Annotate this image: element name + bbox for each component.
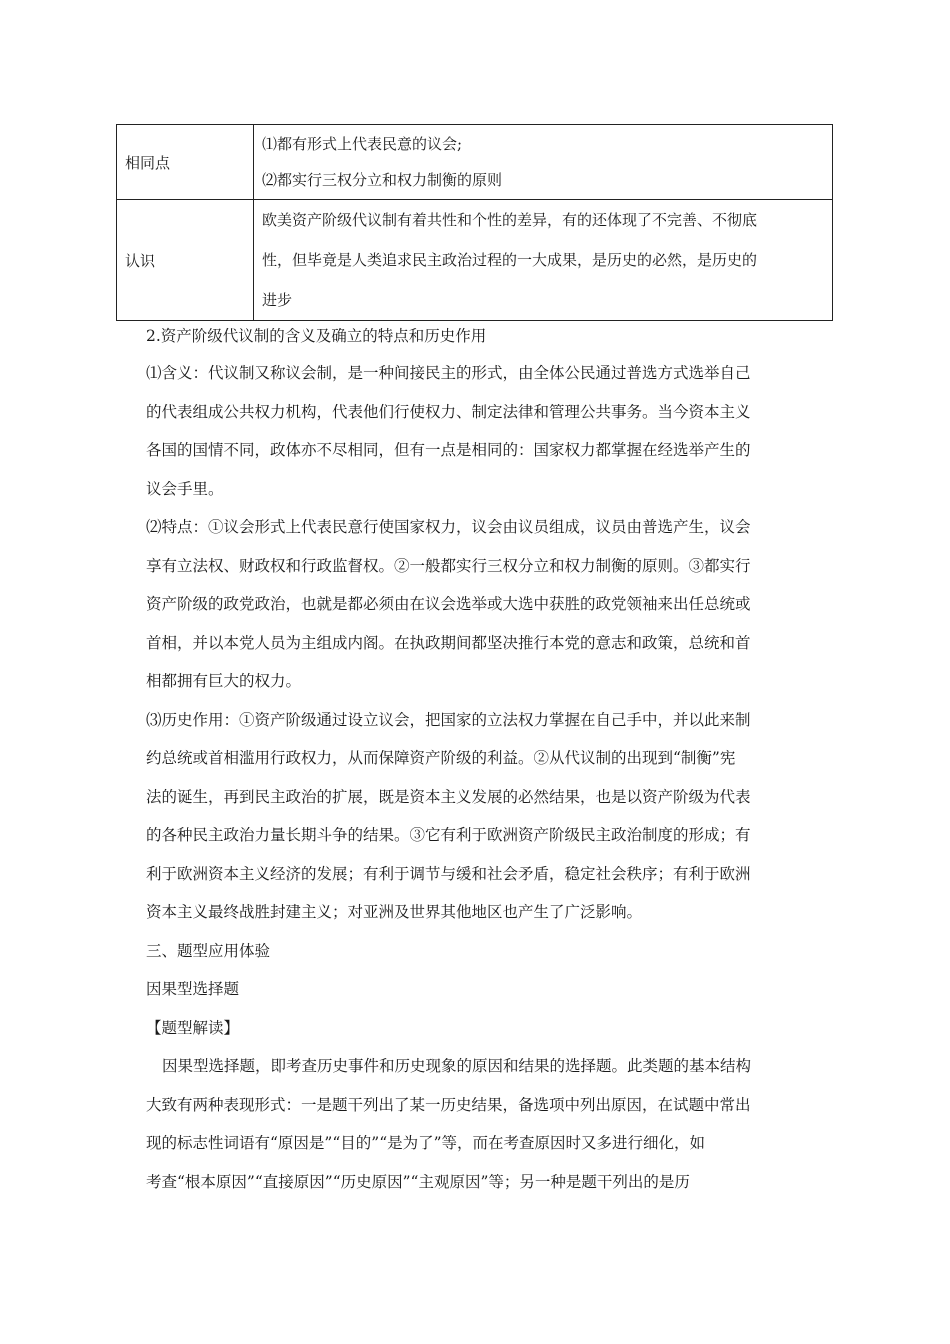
tag-label: 【题型解读】 bbox=[146, 1018, 240, 1037]
section-heading: 2.资产阶级代议制的含义及确立的特点和历史作用 bbox=[146, 327, 487, 345]
text-line: 法的诞生，再到民主政治的扩展，既是资本主义发展的必然结果，也是以资产阶级为代表 bbox=[146, 787, 751, 806]
comparison-table bbox=[116, 124, 833, 321]
cell-text: 欧美资产阶级代议制有着共性和个性的差异，有的还体现了不完善、不彻底 bbox=[262, 211, 758, 229]
text-line: 资本主义最终战胜封建主义；对亚洲及世界其他地区也产生了广泛影响。 bbox=[146, 903, 643, 921]
text-line: 首相，并以本党人员为主组成内阁。在执政期间都坚决推行本党的意志和政策，总统和首 bbox=[146, 633, 751, 652]
text-line: 现的标志性词语有“原因是”“目的”“是为了”等，而在考查原因时又多进行细化，如 bbox=[146, 1134, 706, 1152]
text-line: 各国的国情不同，政体亦不尽相同，但有一点是相同的：国家权力都掌握在经选举产生的 bbox=[146, 441, 751, 459]
cell-text: 进步 bbox=[262, 291, 293, 309]
text-line: 的代表组成公共权力机构，代表他们行使权力、制定法律和管理公共事务。当今资本主义 bbox=[146, 402, 751, 421]
text-line: 约总统或首相滥用行政权力，从而保障资产阶级的利益。②从代议制的出现到“制衡”宪 bbox=[146, 749, 736, 767]
subsection-heading: 因果型选择题 bbox=[146, 980, 240, 998]
features-paragraph bbox=[146, 508, 836, 701]
text-line: 议会手里。 bbox=[146, 479, 224, 498]
text-line: ⑶历史作用：①资产阶级通过设立议会，把国家的立法权力掌握在自己手中，并以此来制 bbox=[146, 710, 751, 729]
text-line: 利于欧洲资本主义经济的发展；有利于调节与缓和社会矛盾，稳定社会秩序；有利于欧洲 bbox=[146, 864, 751, 883]
cell-text: ⑴都有形式上代表民意的议会; bbox=[262, 135, 463, 153]
explanation-paragraph bbox=[146, 1047, 836, 1201]
row-content bbox=[254, 200, 833, 321]
section-heading: 三、题型应用体验 bbox=[146, 941, 271, 960]
row-label: 认识 bbox=[117, 200, 254, 321]
text-line: 的各种民主政治力量长期斗争的结果。③它有利于欧洲资产阶级民主政治制度的形成；有 bbox=[146, 826, 751, 844]
text-line: 大致有两种表现形式：一是题干列出了某一历史结果，备选项中列出原因，在试题中常出 bbox=[146, 1095, 751, 1114]
row-label: 相同点 bbox=[117, 125, 254, 200]
document-body bbox=[146, 322, 836, 1201]
text-line: 资产阶级的政党政治，也就是都必须由在议会选举或大选中获胜的政党领袖来出任总统或 bbox=[146, 595, 751, 613]
table-row bbox=[117, 200, 833, 321]
text-line: 考查“根本原因”“直接原因”“历史原因”“主观原因”等；另一种是题干列出的是历 bbox=[146, 1172, 690, 1191]
table-row bbox=[117, 125, 833, 200]
meaning-paragraph bbox=[146, 354, 836, 508]
role-paragraph bbox=[146, 701, 836, 932]
text-line: 享有立法权、财政权和行政监督权。②一般都实行三权分立和权力制衡的原则。③都实行 bbox=[146, 556, 751, 575]
text-line: ⑴含义：代议制又称议会制，是一种间接民主的形式，由全体公民通过普选方式选举自己 bbox=[146, 364, 751, 382]
text-line: ⑵特点：①议会形式上代表民意行使国家权力，议会由议员组成，议员由普选产生，议会 bbox=[146, 518, 751, 536]
text-line: 因果型选择题，即考查历史事件和历史现象的原因和结果的选择题。此类题的基本结构 bbox=[162, 1057, 752, 1075]
text-line: 相都拥有巨大的权力。 bbox=[146, 672, 302, 690]
row-content bbox=[254, 125, 833, 200]
cell-text: ⑵都实行三权分立和权力制衡的原则 bbox=[262, 171, 503, 189]
cell-text: 性，但毕竟是人类追求民主政治过程的一大成果，是历史的必然，是历史的 bbox=[262, 251, 758, 269]
